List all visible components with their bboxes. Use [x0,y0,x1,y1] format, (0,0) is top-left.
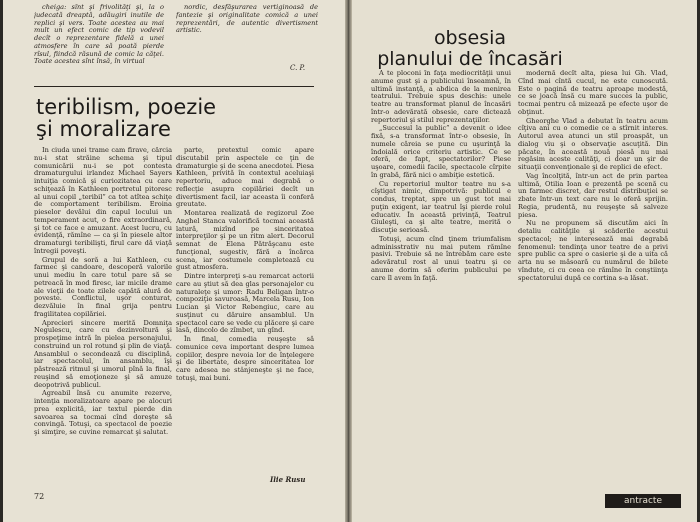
paragraph: modernă decît alta, piesa lui Gh. Vlad, Cînd mai cîntă cucul, ne este cunoscută. Este o pagină de teatru aproape modestă, ce se joacă însă cu mare succes la public, tocmai pentru că mizează pe efecte uşor de obţinut. [518,70,668,116]
paragraph: Grupul de soră a lui Kathleen, cu farmec şi candoare, descoperă valorile unui mediu în care totul pare să se petreacă în mod firesc, iar micile drame ale vieţii de toate zilele capătă alură de poveste. Conflictul, uşor conturat, dezvăluie în final grija pentru fragilitatea copilăriei. [34,255,172,318]
left-title-line-2: şi moralizare [36,117,171,141]
page-number: 72 [34,492,45,501]
right-title-line-2: planului de încasări [377,48,563,70]
top-note-left [34,4,164,82]
paragraph: Nu ne propunem să discutăm aici în detaliu calităţile şi scăderile acestui spectacol; ne interesează mai degrabă fenomenul: tendinţa unor teatre de a privi spre public ca spre o casierie şi de a uita că arta nu se măsoară cu numărul de bilete vîndute, ci cu ceea ce rămîne în conştiinţa spectatorului după ce cortina s-a lăsat. [518,219,668,282]
section-label-badge: antracte [605,494,681,508]
paragraph: Cu repertoriul multor teatre nu s-a cîştigat nimic, dimpotrivă: publicul e condus, treptat, spre un gust tot mai puţin exigent, iar teatrul îşi pierde rolul educativ. În această privinţă, Teatrul Giuleşti, ca şi alte teatre, merită o discuţie serioasă. [371,179,511,234]
left-title-line-1: teribilism, poezie [36,95,217,119]
paragraph: În final, comedia reuşeşte să comunice ceva important despre lumea copiilor, despre nevoia lor de înţelegere şi de libertate, despre sinceritatea lor care adesea ne stânjeneşte şi ne face, totuşi, mai buni. [176,335,314,382]
left-article-column-1 [34,147,172,488]
left-article-signature: Ilie Rusu [270,475,306,484]
right-article-column-1 [371,70,511,490]
left-edge [0,0,3,522]
right-article-title [370,28,570,70]
right-article-column-2 [518,70,668,490]
paragraph: Montarea realizată de regizorul Zoe Anghel Stanca valorifică tocmai această latură, mizînd pe sinceritatea interpreţilor şi pe un ritm alert. Decorul semnat de Elena Pătrăşcanu este funcţional, sugestiv, fără a încărca scena, iar costumele completează cu gust atmosfera. [176,209,314,272]
section-divider [34,86,314,87]
top-note-signature: C. P. [290,64,306,72]
paragraph: Gheorghe Vlad a debutat în teatru acum cîţiva ani cu o comedie ce a stîrnit interes. Autorul avea atunci un stil proaspăt, un dialog viu şi o observaţie ascuţită. Din păcate, în această nouă piesă nu mai regăsim aceste calităţi, ci doar un şir de situaţii convenţionale şi de replici de efect. [518,116,668,171]
top-note-right-text: nordic, desfăşurarea vertiginoasă de fantezie şi originalitate comică a unei reprezentări, de autentic divertisment artistic. [176,4,318,35]
right-title-line-1: obsesia [433,27,507,49]
paragraph: parte, pretextul comic apare discutabil prin aspectele ce ţin de dramaturgie şi de scena anecdotei. Piesa Kathleen, privită în contextul aceluiaşi repertoriu, aduce mai degrabă o reflecţie asupra copilăriei decît un divertisment facil, iar aceasta îi conferă greutate. [176,147,314,209]
left-article-title [36,96,326,140]
paragraph: Totuşi, acum cînd ţinem triumfalism adminisstrativ nu mai putem rămîne pasivi. Trebuie să ne întrebăm care este adevăratul rost al unui teatru şi ce anume dorim să oferim publicului pe care îl avem în faţă. [371,234,511,282]
paragraph: Agreabil însă cu anumite rezerve, intenţia moralizatoare apare pe alocuri prea explicită, iar textul pierde din savoarea sa tocmai cînd doreşte să convingă. Totuşi, ca spectacol de poezie şi simţire, se cuvine remarcat şi salutat. [34,389,172,436]
page-gutter [345,0,352,522]
paragraph: Aprecieri sincere merită Domniţa Negulescu, care cu dezinvoltură şi prospeţime intră în pielea personajului, construind un rol rotund şi plin de viaţă. Ansamblul o secondează cu disciplină, iar spectacolul, în ansamblu, îşi păstrează ritmul şi umorul pînă la final, reuşind să emoţioneze şi să amuze deopotrivă publicul. [34,318,172,389]
top-note-left-text: cheiga: sînt şi frivolităţi şi, la o judecată dreaptă, adăugiri inutile de replici şi vers. Toate acestea au mai mult un efect comic de tip vodevil decît o reprezentare fidelă a unei atmosfere în care să poată pierde rîsul, fiindcă răsună de comic la căţei. Toate acestea sînt însă, în virtual [34,4,164,66]
paragraph: În ciuda unei trame cam firave, cărcia nu-i stat străine schema şi tipul comunicării nu-i se pot contesta dramaturgului irlandez Michael Sayers intuiţia comică şi curiozitatea cu care schiţează în Kathleen portretul pitoresc al unui copil „teribil” ca tot atîtea schiţe de comportament teribilism. Eroina pieselor devălui din capul locului un temperament acut, o fire extraordinară, şi tot ce face e amuzant. Acest lucru, cu evidenţă, rămîne — ca şi în piesele altor dramaturgi teribilişti, firul care dă viaţă întregii poveşti. [34,147,172,255]
paragraph: A te ploconi în faţa mediocrităţii unui anume gust şi a publicului înseamnă, în ultimă instanţă, a abdica de la menirea teatrului. Trebuie spus deschis: unele teatre au transformat planul de încasări într-o adevărată obsesie, care dictează repertoriul şi stilul reprezentaţiilor. [371,70,511,124]
top-note-right [176,4,318,62]
paragraph: Vag încolţită, într-un act de prin partea ultimă, Otilia Ioan e prezentă pe scenă cu un farmec discret, dar restul distribuţiei se zbate într-un text care nu le oferă sprijin. Regia, prudentă, nu reuşeşte să salveze piesa. [518,171,668,219]
left-article-column-2 [176,147,314,472]
paragraph: Dintre interpreţi s-au remarcat actorii care au ştiut să dea glas personajelor cu naturaleţe şi umor: Radu Beligan într-o compoziţie savuroasă, Marcela Rusu, Ion Lucian şi Victor Rebengiuc, care au susţinut cu dăruire ansamblul. Un spectacol care se vede cu plăcere şi care lasă, dincolo de zîmbet, un gînd. [176,272,314,335]
paragraph: „Succesul la public” a devenit o idee fixă, s-a transformat într-o obsesie, în numele căreia se pune cu uşurinţă la îndoială orice criteriu artistic. Ce se oferă, de fapt, spectatorilor? Piese uşoare, comedii facile, spectacole cîrpite în grabă, fără nici o ambiţie estetică. [371,124,511,179]
